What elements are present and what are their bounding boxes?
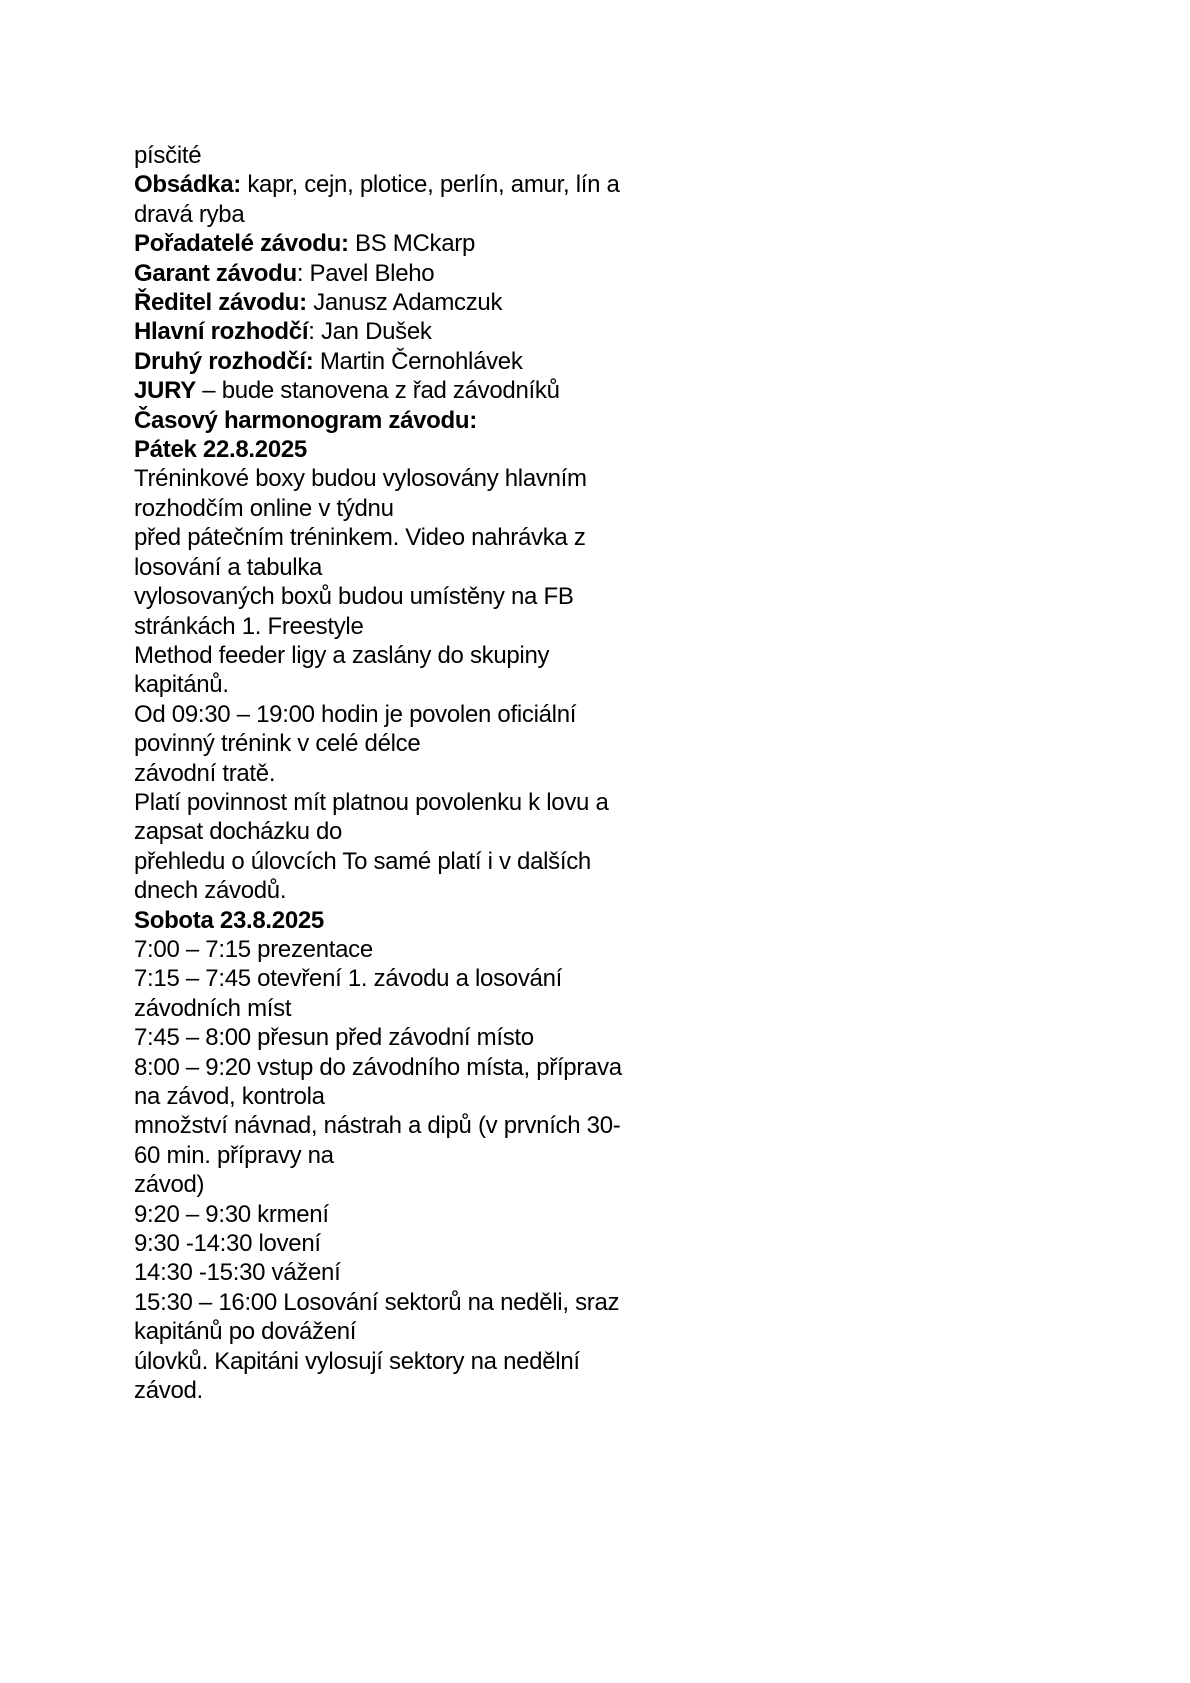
text-segment: dravá ryba	[134, 200, 245, 228]
text-segment: množství návnad, nástrah a dipů (v prvních 30-	[134, 1112, 621, 1140]
text-segment: 7:15 – 7:45 otevření 1. závodu a losování	[134, 965, 563, 993]
text-segment: povinný trénink v celé délce	[134, 730, 421, 758]
text-line	[134, 1053, 1124, 1082]
text-segment: Platí povinnost mít platnou povolenku k lovu a	[134, 788, 609, 816]
text-segment: 9:20 – 9:30 krmení	[134, 1200, 329, 1228]
text-segment: 60 min. přípravy na	[134, 1141, 334, 1169]
text-line	[134, 935, 1124, 964]
text-segment: závodních míst	[134, 994, 292, 1022]
text-segment: 7:45 – 8:00 přesun před závodní místo	[134, 1024, 534, 1052]
text-line	[134, 994, 1124, 1023]
text-line	[134, 788, 1124, 817]
text-line	[134, 523, 1124, 552]
text-segment: na závod, kontrola	[134, 1083, 325, 1110]
document-text-block	[134, 141, 1124, 1405]
text-line	[134, 464, 1124, 493]
text-line	[134, 553, 1124, 582]
text-segment: dnech závodů.	[134, 877, 287, 905]
text-segment: Martin Černohlávek	[313, 347, 523, 375]
text-line	[134, 729, 1124, 758]
text-line	[134, 612, 1124, 641]
text-line	[134, 1170, 1124, 1199]
text-line	[134, 435, 1124, 464]
text-line	[134, 876, 1124, 905]
text-segment: zapsat docházku do	[134, 818, 343, 846]
text-line	[134, 317, 1124, 346]
text-line	[134, 229, 1124, 258]
text-segment: Method feeder ligy a zaslány do skupiny	[134, 641, 550, 669]
text-line	[134, 1141, 1124, 1170]
text-line	[134, 1229, 1124, 1258]
text-line	[134, 700, 1124, 729]
text-segment: Janusz Adamczuk	[306, 289, 503, 317]
text-segment: 15:30 – 16:00 Losování sektorů na neděli, sraz	[134, 1288, 620, 1316]
text-line	[134, 1258, 1124, 1287]
text-segment: 7:00 – 7:15 prezentace	[134, 935, 373, 963]
text-segment: 8:00 – 9:20 vstup do závodního místa, příprava	[134, 1053, 622, 1081]
text-segment: kapitánů po dovážení	[134, 1318, 357, 1346]
text-line	[134, 376, 1124, 405]
text-segment: závodní tratě.	[134, 759, 276, 787]
text-segment: závod)	[134, 1171, 205, 1199]
text-segment: Tréninkové boxy budou vylosovány hlavním	[134, 465, 587, 493]
bold-text-segment: JURY	[134, 377, 196, 405]
text-line	[134, 817, 1124, 846]
text-line	[134, 200, 1124, 229]
bold-text-segment: Druhý rozhodčí:	[134, 347, 314, 375]
text-segment: přehledu o úlovcích To samé platí i v dalších	[134, 847, 591, 875]
text-line	[134, 1111, 1124, 1140]
text-segment: losování a tabulka	[134, 553, 323, 581]
text-line	[134, 906, 1124, 935]
text-segment: úlovků. Kapitáni vylosují sektory na nedělní	[134, 1347, 580, 1375]
bold-text-segment: Sobota 23.8.2025	[134, 906, 324, 934]
text-segment: BS MCkarp	[348, 230, 476, 258]
bold-text-segment: Časový harmonogram závodu:	[134, 406, 477, 434]
text-line	[134, 847, 1124, 876]
text-line	[134, 1023, 1124, 1052]
text-segment: rozhodčím online v týdnu	[134, 494, 394, 522]
text-line	[134, 582, 1124, 611]
text-segment: kapr, cejn, plotice, perlín, amur, lín a	[240, 171, 620, 199]
bold-text-segment: Ředitel závodu:	[134, 289, 307, 317]
bold-text-segment: Hlavní rozhodčí	[134, 318, 309, 346]
text-segment: – bude stanovena z řad závodníků	[195, 377, 560, 405]
text-line	[134, 670, 1124, 699]
text-line	[134, 288, 1124, 317]
bold-text-segment: Pátek 22.8.2025	[134, 436, 307, 464]
text-line	[134, 494, 1124, 523]
text-segment: : Pavel Bleho	[296, 259, 435, 287]
text-line	[134, 259, 1124, 288]
bold-text-segment: Obsádka:	[134, 171, 241, 199]
text-segment: kapitánů.	[134, 671, 229, 699]
text-segment: : Jan Dušek	[308, 318, 432, 346]
text-line	[134, 1082, 1124, 1111]
text-line	[134, 1376, 1124, 1405]
text-segment: 14:30 -15:30 vážení	[134, 1259, 341, 1287]
text-line	[134, 759, 1124, 788]
text-segment: stránkách 1. Freestyle	[134, 612, 364, 640]
text-line	[134, 170, 1124, 199]
text-segment: Od 09:30 – 19:00 hodin je povolen oficiální	[134, 700, 577, 728]
bold-text-segment: Garant závodu	[134, 259, 297, 287]
text-segment: před pátečním tréninkem. Video nahrávka z	[134, 524, 586, 552]
text-line	[134, 1200, 1124, 1229]
text-segment: písčité	[134, 142, 202, 169]
text-segment: závod.	[134, 1377, 203, 1405]
text-segment: 9:30 -14:30 lovení	[134, 1230, 321, 1258]
text-line	[134, 141, 1124, 170]
text-line	[134, 1288, 1124, 1317]
text-line	[134, 1347, 1124, 1376]
text-line	[134, 641, 1124, 670]
text-line	[134, 406, 1124, 435]
text-line	[134, 347, 1124, 376]
text-line	[134, 964, 1124, 993]
text-segment: vylosovaných boxů budou umístěny na FB	[134, 583, 574, 611]
bold-text-segment: Pořadatelé závodu:	[134, 230, 349, 258]
text-line	[134, 1317, 1124, 1346]
